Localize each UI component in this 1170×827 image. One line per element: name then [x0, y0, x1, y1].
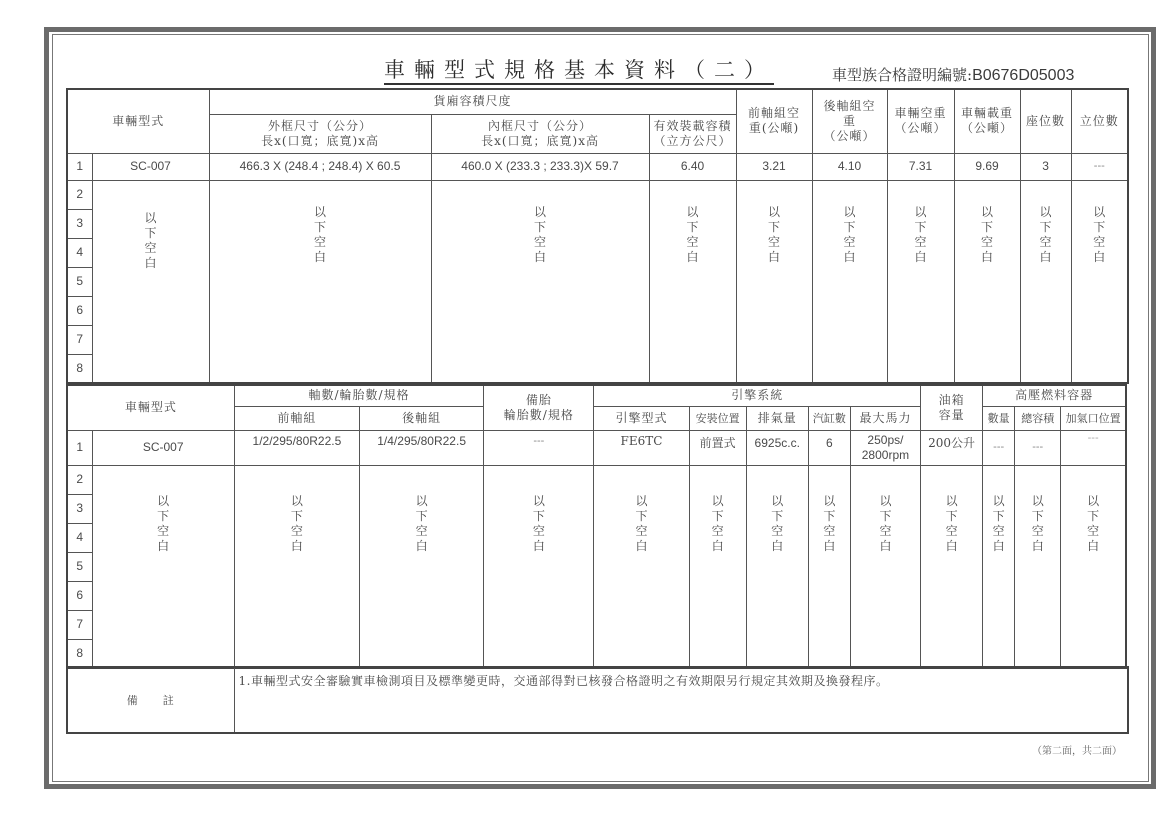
- cell-effective-volume: 6.40: [649, 153, 736, 180]
- header-front-axle: 前軸組: [234, 406, 359, 430]
- header-seats: 座位數: [1020, 89, 1071, 153]
- row-number: 5: [67, 552, 92, 581]
- certificate-number: [832, 64, 1074, 85]
- cell-inner-dimensions: 460.0 X (233.3 ; 233.3)X 59.7: [431, 153, 649, 180]
- header-hp-inlet: 加氣口位置: [1061, 406, 1126, 430]
- header-hp-volume: 總容積: [1015, 406, 1061, 430]
- cell-gross-weight: 9.69: [954, 153, 1020, 180]
- header-vehicle-type: 車輛型式: [67, 89, 209, 153]
- blank-marker: 以 下 空 白: [746, 465, 808, 668]
- blank-marker: 以 下 空 白: [736, 180, 812, 383]
- row-number: 2: [67, 465, 92, 494]
- header-mount-position: 安裝位置: [689, 406, 746, 430]
- cell-rear-axle-weight: 4.10: [812, 153, 887, 180]
- header-engine-group: 引擎系統: [594, 385, 921, 406]
- header-fuel-tank: 油箱 容量: [921, 385, 983, 430]
- header-engine-model: 引擎型式: [594, 406, 689, 430]
- header-rear-axle-weight: 後軸組空 重 （公噸）: [812, 89, 887, 153]
- cell-hp-qty: ---: [983, 430, 1015, 465]
- row-number: 2: [67, 180, 92, 209]
- blank-marker: 以 下 空 白: [1015, 465, 1061, 668]
- cell-cylinders: 6: [808, 430, 850, 465]
- remarks-table: [66, 666, 1129, 734]
- blank-marker: 以 下 空 白: [1071, 180, 1128, 383]
- remarks-label: 備 註: [67, 667, 234, 733]
- row-number: 7: [67, 325, 92, 354]
- header-vehicle-type: 車輛型式: [67, 385, 234, 430]
- row-number: 8: [67, 639, 92, 668]
- blank-marker: 以 下 空 白: [1020, 180, 1071, 383]
- document-title: 車輛型式規格基本資料（二）: [384, 58, 774, 85]
- header-rear-axle: 後軸組: [360, 406, 484, 430]
- cargo-spec-table: [66, 88, 1129, 384]
- blank-marker: 以 下 空 白: [983, 465, 1015, 668]
- header-gross-weight: 車輛載重 （公噸）: [954, 89, 1020, 153]
- table-row: [67, 430, 1126, 465]
- cell-displacement: 6925c.c.: [746, 430, 808, 465]
- cell-curb-weight: 7.31: [887, 153, 954, 180]
- header-displacement: 排氣量: [746, 406, 808, 430]
- row-number: 4: [67, 238, 92, 267]
- page-indicator: （第二面，共二面）: [1032, 746, 1122, 757]
- header-axle-group: 軸數/輪胎數/規格: [234, 385, 483, 406]
- cell-seats: 3: [1020, 153, 1071, 180]
- header-max-power: 最大馬力: [850, 406, 920, 430]
- cell-front-axle-weight: 3.21: [736, 153, 812, 180]
- header-standing: 立位數: [1071, 89, 1128, 153]
- certificate-number-value: B0676D05003: [972, 67, 1075, 84]
- cell-standing: ---: [1071, 153, 1128, 180]
- cell-rear-axle: 1/4/295/80R22.5: [360, 430, 484, 465]
- header-effective-volume: 有效裝載容積 （立方公尺）: [649, 114, 736, 153]
- blank-marker: 以 下 空 白: [484, 465, 594, 668]
- row-number: 1: [67, 430, 92, 465]
- row-number: 5: [67, 267, 92, 296]
- engine-spec-table: [66, 384, 1127, 669]
- blank-marker: 以 下 空 白: [649, 180, 736, 383]
- row-number: 7: [67, 610, 92, 639]
- blank-marker: 以 下 空 白: [209, 180, 431, 383]
- table-row: [67, 153, 1128, 180]
- row-number: 3: [67, 494, 92, 523]
- blank-marker: 以 下 空 白: [594, 465, 689, 668]
- blank-marker: 以 下 空 白: [234, 465, 359, 668]
- blank-marker: 以 下 空 白: [887, 180, 954, 383]
- cell-front-axle: 1/2/295/80R22.5: [234, 430, 359, 465]
- header-front-axle-weight: 前軸組空 重(公噸): [736, 89, 812, 153]
- header-hp-qty: 數量: [983, 406, 1015, 430]
- row-number: 3: [67, 209, 92, 238]
- cell-outer-dimensions: 466.3 X (248.4 ; 248.4) X 60.5: [209, 153, 431, 180]
- blank-marker: 以 下 空 白: [921, 465, 983, 668]
- blank-marker: 以 下 空 白: [689, 465, 746, 668]
- blank-marker: 以 下 空 白: [92, 180, 209, 383]
- cell-hp-volume: ---: [1015, 430, 1061, 465]
- remarks-text: 1.車輛型式安全審驗實車檢測項目及標準變更時，交通部得對已核發合格證明之有效期限另行規定其效期及換發程序。: [234, 667, 1128, 733]
- cell-mount-position: 前置式: [689, 430, 746, 465]
- cell-spare-tire: ---: [484, 430, 594, 465]
- blank-marker: 以 下 空 白: [808, 465, 850, 668]
- cell-vehicle-type: SC-007: [92, 430, 234, 465]
- blank-marker: 以 下 空 白: [360, 465, 484, 668]
- header-cargo-group: 貨廂容積尺度: [209, 89, 736, 114]
- cell-hp-inlet: ---: [1061, 430, 1126, 465]
- certificate-number-label: 車型族合格證明編號:: [832, 66, 973, 84]
- blank-marker: 以 下 空 白: [92, 465, 234, 668]
- blank-marker: 以 下 空 白: [812, 180, 887, 383]
- header-hp-fuel-group: 高壓燃料容器: [983, 385, 1126, 406]
- row-number: 1: [67, 153, 92, 180]
- header-inner-dimensions: 內框尺寸（公分） 長x(口寬；底寬)x高: [431, 114, 649, 153]
- cell-engine-model: FE6TC: [594, 430, 689, 465]
- cell-vehicle-type: SC-007: [92, 153, 209, 180]
- row-number: 8: [67, 354, 92, 383]
- blank-marker: 以 下 空 白: [954, 180, 1020, 383]
- blank-marker: 以 下 空 白: [1061, 465, 1126, 668]
- cell-max-power: 250ps/ 2800rpm: [850, 430, 920, 465]
- header-cylinders: 汽缸數: [808, 406, 850, 430]
- header-outer-dimensions: 外框尺寸（公分） 長x(口寬；底寬)x高: [209, 114, 431, 153]
- blank-marker: 以 下 空 白: [431, 180, 649, 383]
- blank-marker: 以 下 空 白: [850, 465, 920, 668]
- header-spare-tire: 備胎 輪胎數/規格: [484, 385, 594, 430]
- header-curb-weight: 車輛空重 （公噸）: [887, 89, 954, 153]
- row-number: 6: [67, 581, 92, 610]
- cell-fuel-tank: 200公升: [921, 430, 983, 465]
- row-number: 6: [67, 296, 92, 325]
- row-number: 4: [67, 523, 92, 552]
